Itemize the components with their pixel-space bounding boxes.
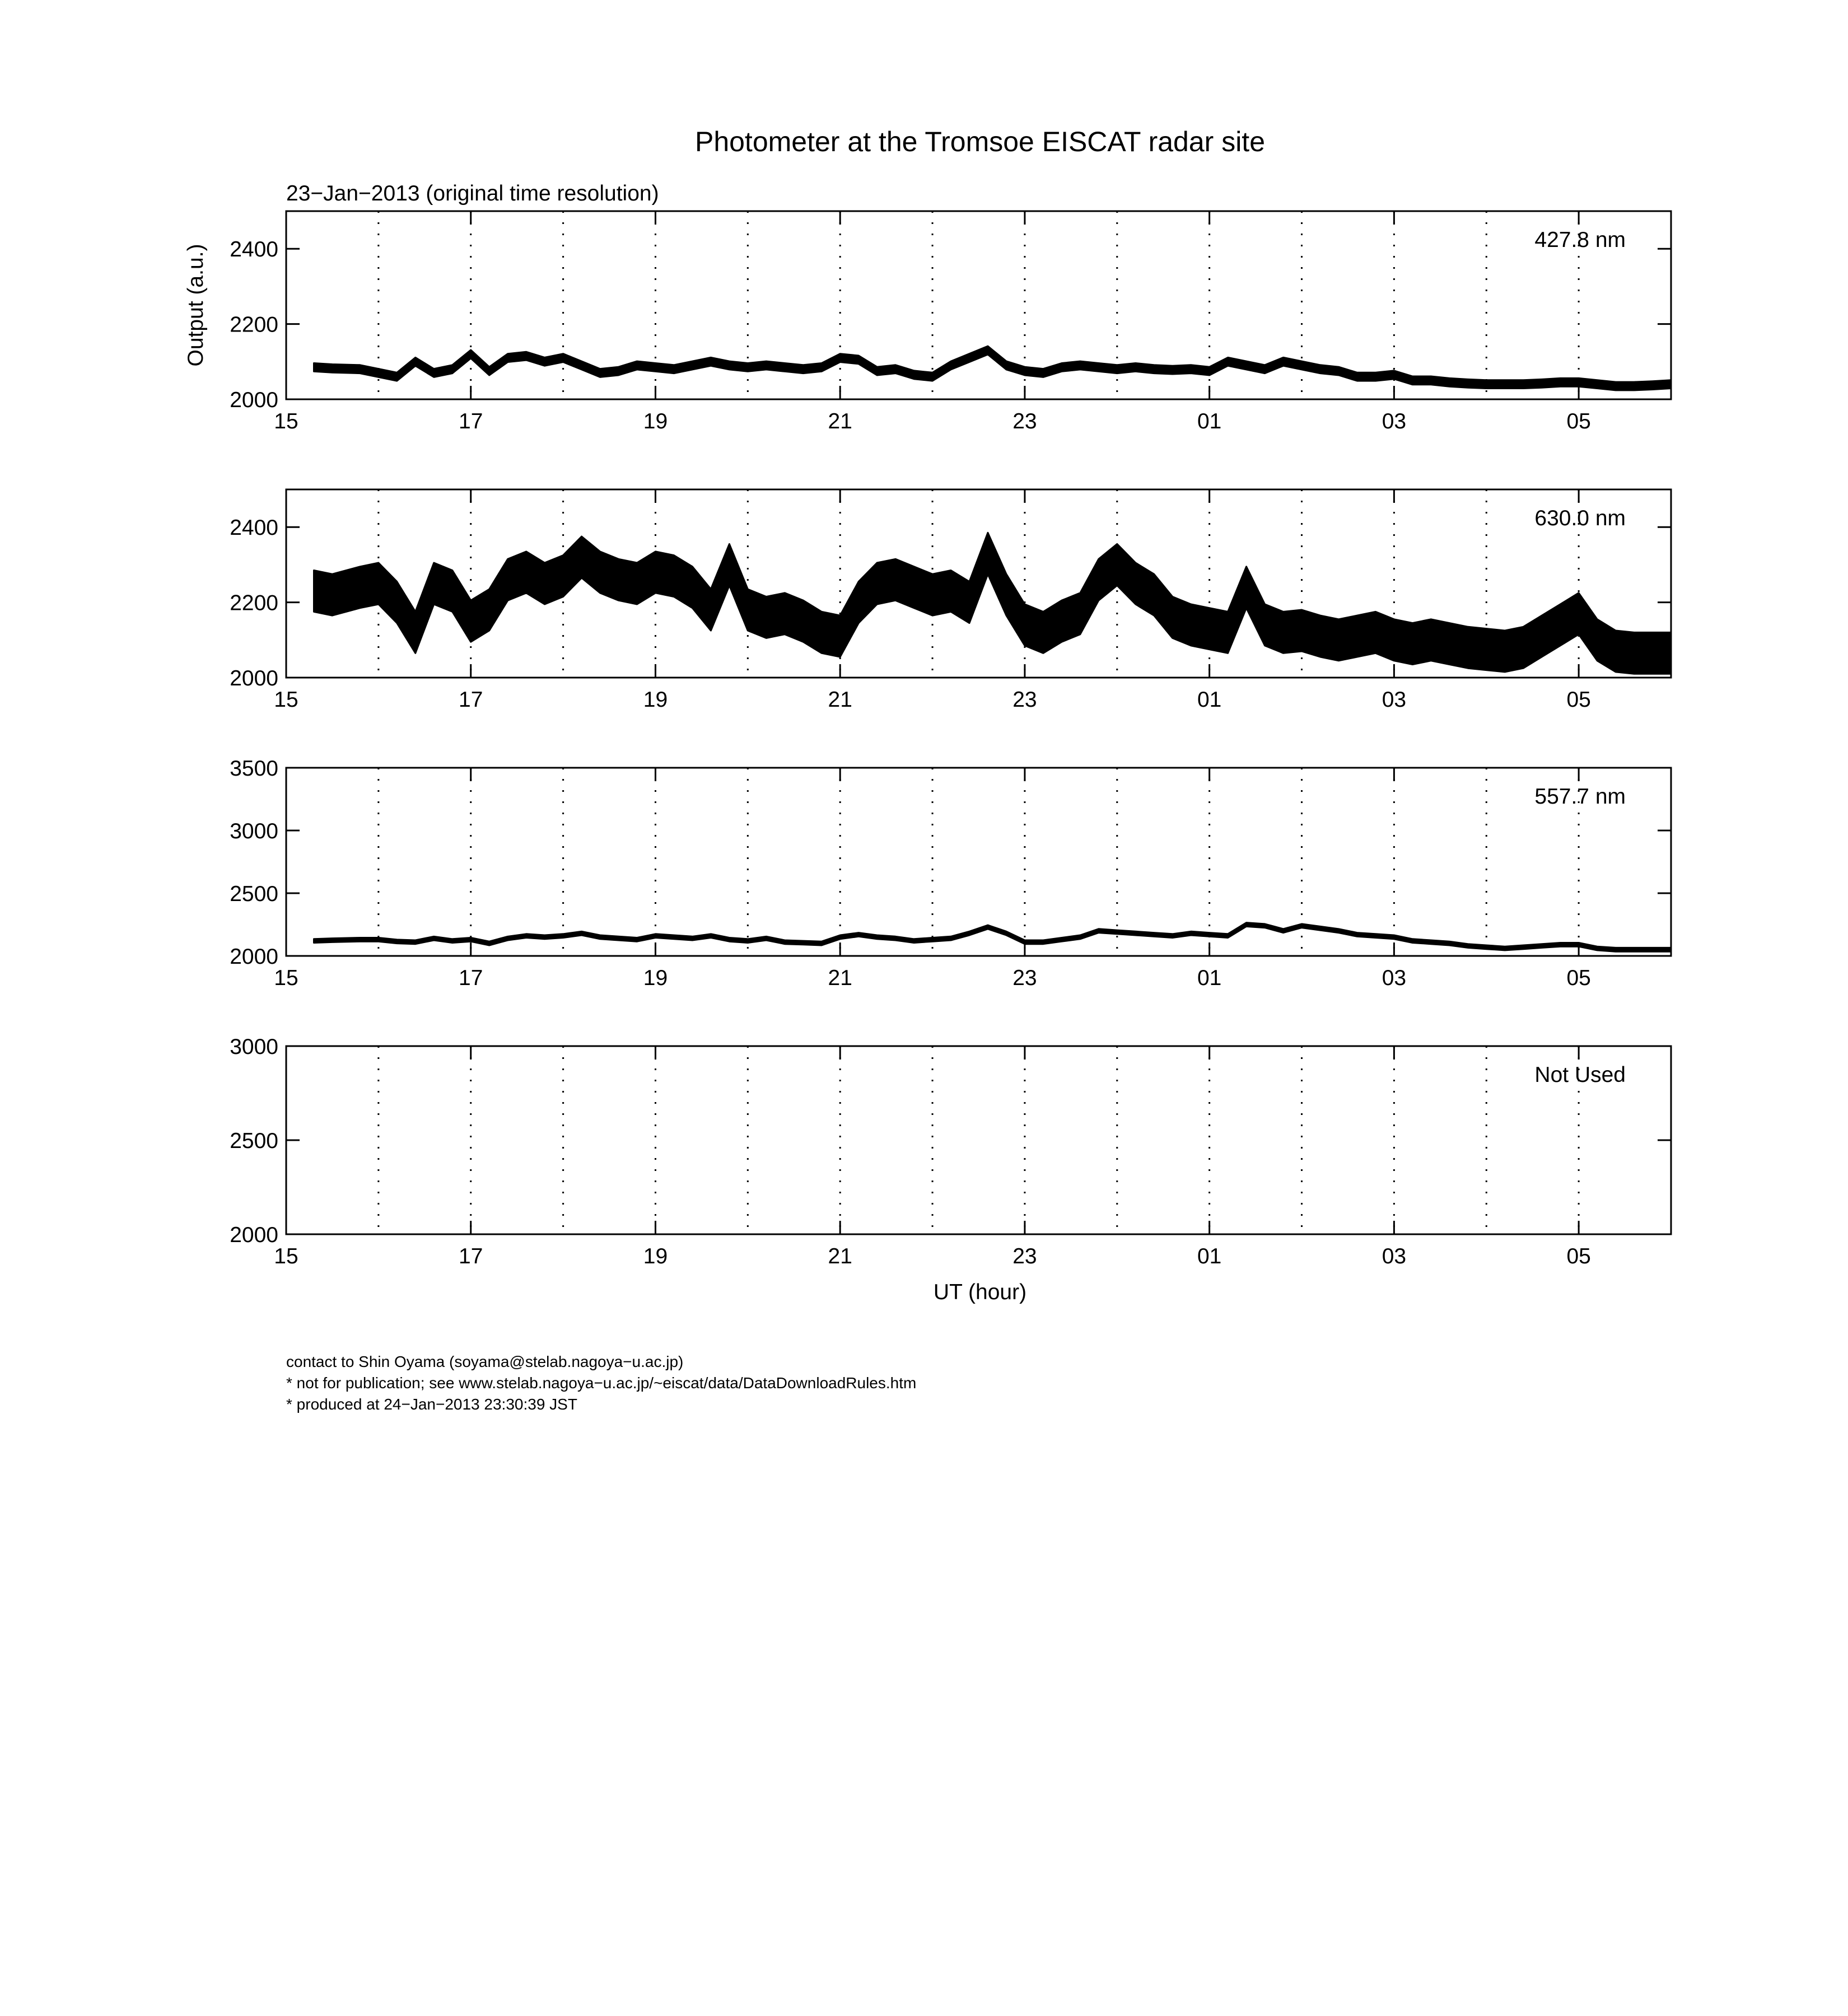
y-tick-label: 2000 [230, 388, 278, 412]
y-tick-label: 2500 [230, 1129, 278, 1153]
x-tick-label: 01 [1197, 409, 1222, 433]
panel-2 [230, 489, 1671, 712]
y-tick-label: 3500 [230, 757, 278, 781]
x-tick-label: 15 [274, 688, 298, 712]
x-tick-label: 05 [1566, 688, 1591, 712]
x-tick-label: 15 [274, 966, 298, 990]
x-tick-label: 15 [274, 1244, 298, 1268]
axes-frame [286, 1046, 1671, 1234]
x-tick-label: 17 [459, 1244, 483, 1268]
x-axis-label: UT (hour) [933, 1280, 1027, 1304]
y-axis-label: Output (a.u.) [184, 244, 208, 367]
x-tick-label: 19 [643, 966, 668, 990]
x-tick-label: 05 [1566, 409, 1591, 433]
figure-subtitle: 23−Jan−2013 (original time resolution) [286, 181, 659, 206]
x-tick-label: 05 [1566, 966, 1591, 990]
panels [230, 211, 1671, 1268]
data-band [314, 533, 1672, 674]
x-tick-label: 23 [1012, 966, 1037, 990]
x-tick-label: 17 [459, 966, 483, 990]
panel-label: Not Used [1534, 1063, 1626, 1087]
x-tick-label: 01 [1197, 688, 1222, 712]
x-tick-label: 01 [1197, 1244, 1222, 1268]
x-tick-label: 19 [643, 409, 668, 433]
x-tick-label: 15 [274, 409, 298, 433]
x-tick-label: 21 [828, 966, 852, 990]
figure-title: Photometer at the Tromsoe EISCAT radar site [694, 126, 1266, 157]
x-tick-label: 23 [1012, 1244, 1037, 1268]
y-tick-label: 3000 [230, 1035, 278, 1059]
x-tick-label: 17 [459, 688, 483, 712]
x-tick-label: 21 [828, 1244, 852, 1268]
footer-produced: * produced at 24−Jan−2013 23:30:39 JST [286, 1396, 577, 1413]
x-tick-label: 23 [1012, 409, 1037, 433]
x-tick-label: 19 [643, 1244, 668, 1268]
x-tick-label: 03 [1382, 688, 1407, 712]
y-tick-label: 2000 [230, 666, 278, 690]
x-tick-label: 01 [1197, 966, 1222, 990]
x-tick-label: 17 [459, 409, 483, 433]
footer-contact: contact to Shin Oyama (soyama@stelab.nagoya−u.ac.jp) [286, 1353, 684, 1370]
y-tick-label: 2400 [230, 237, 278, 262]
y-tick-label: 3000 [230, 819, 278, 843]
panel-label: 427.8 nm [1534, 228, 1626, 252]
y-tick-label: 2200 [230, 312, 278, 337]
footer-notice: * not for publication; see www.stelab.nagoya−u.ac.jp/~eiscat/data/DataDownloadRules.htm [286, 1374, 917, 1392]
data-series-line [314, 925, 1672, 950]
y-tick-label: 2500 [230, 882, 278, 906]
x-tick-label: 03 [1382, 1244, 1407, 1268]
x-tick-label: 21 [828, 688, 852, 712]
panel-label: 630.0 nm [1534, 506, 1626, 530]
y-tick-label: 2400 [230, 516, 278, 540]
y-tick-label: 2000 [230, 945, 278, 969]
y-tick-label: 2200 [230, 591, 278, 615]
panel-3 [230, 757, 1671, 990]
panel-label: 557.7 nm [1534, 785, 1626, 809]
x-tick-label: 23 [1012, 688, 1037, 712]
panel-4 [230, 1035, 1671, 1268]
y-tick-label: 2000 [230, 1223, 278, 1247]
panel-1 [230, 211, 1671, 433]
x-tick-label: 21 [828, 409, 852, 433]
x-tick-label: 03 [1382, 409, 1407, 433]
x-tick-label: 19 [643, 688, 668, 712]
x-tick-label: 03 [1382, 966, 1407, 990]
x-tick-label: 05 [1566, 1244, 1591, 1268]
